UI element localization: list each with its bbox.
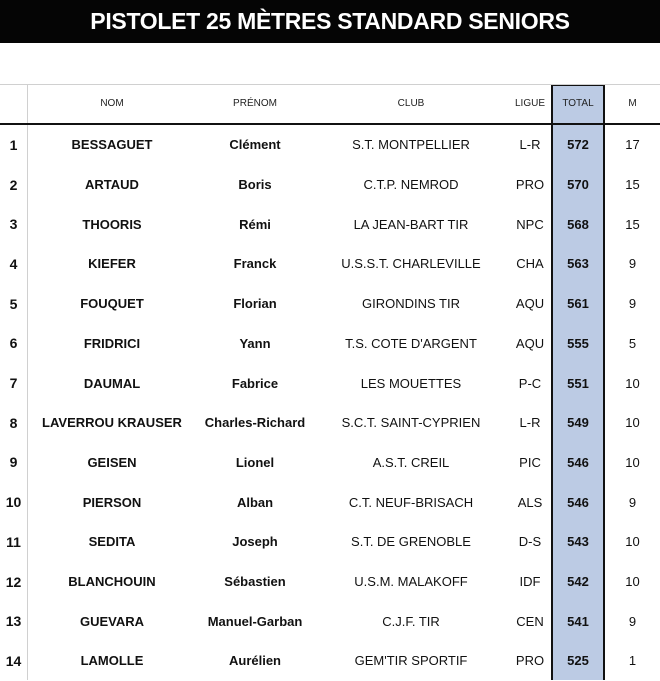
cell-total: 542 (567, 574, 589, 590)
cell-nom: GEISEN (87, 454, 137, 470)
cell-total: 551 (567, 375, 589, 391)
cell-club: T.S. COTE D'ARGENT (345, 335, 477, 351)
header-club: CLUB (397, 98, 425, 110)
cell-nom: FRIDRICI (83, 335, 141, 351)
cell-prenom: Boris (238, 177, 272, 193)
cell-prenom: Rémi (239, 216, 271, 232)
cell-club: C.T. NEUF-BRISACH (348, 494, 474, 510)
cell-total: 570 (567, 177, 589, 193)
cell-rank: 4 (9, 255, 18, 272)
cell-ligue: P-C (518, 375, 542, 391)
cell-ligue: L-R (519, 415, 541, 431)
cell-total: 561 (567, 296, 589, 312)
cell-rank: 2 (9, 176, 18, 193)
cell-rank: 7 (9, 375, 18, 392)
cell-club: C.T.P. NEMROD (363, 177, 459, 193)
cell-rank: 10 (5, 494, 22, 511)
cell-prenom: Charles-Richard (204, 415, 306, 431)
cell-total: 555 (567, 335, 589, 351)
header-ligue: LIGUE (514, 98, 545, 110)
cell-rank: 8 (9, 414, 18, 431)
cell-ligue: ALS (517, 494, 543, 510)
table-row (0, 284, 660, 324)
table-row (0, 562, 660, 602)
cell-total: 563 (567, 256, 589, 272)
cell-prenom: Alban (236, 494, 274, 510)
cell-nom: THOORIS (82, 216, 142, 232)
cell-club: GEM'TIR SPORTIF (354, 653, 468, 669)
cell-nom: KIEFER (88, 256, 136, 272)
cell-m: 10 (625, 375, 640, 391)
cell-nom: DAUMAL (83, 375, 141, 391)
cell-prenom: Manuel-Garban (207, 613, 303, 629)
cell-m: 10 (625, 534, 640, 550)
cell-prenom: Florian (233, 296, 277, 312)
cell-ligue: AQU (515, 335, 545, 351)
page-title: PISTOLET 25 MÈTRES STANDARD SENIORS (90, 8, 570, 34)
header-m: M (628, 98, 637, 110)
cell-m: 17 (625, 137, 640, 153)
cell-m: 9 (628, 296, 637, 312)
cell-total: 572 (567, 137, 589, 153)
cell-ligue: AQU (515, 296, 545, 312)
table-header (0, 84, 660, 124)
cell-prenom: Yann (239, 335, 271, 351)
cell-ligue: D-S (518, 534, 542, 550)
cell-prenom: Joseph (232, 534, 278, 550)
cell-club: S.T. MONTPELLIER (352, 137, 470, 153)
table-row (0, 443, 660, 483)
cell-total: 543 (567, 534, 589, 550)
table-row (0, 244, 660, 284)
cell-total: 525 (567, 653, 589, 669)
table-row (0, 522, 660, 562)
cell-m: 15 (625, 177, 640, 193)
cell-ligue: NPC (516, 216, 544, 232)
cell-prenom: Fabrice (231, 375, 279, 391)
cell-rank: 5 (9, 295, 18, 312)
cell-rank: 6 (9, 335, 18, 352)
cell-club: S.C.T. SAINT-CYPRIEN (341, 415, 481, 431)
cell-m: 9 (628, 494, 637, 510)
cell-prenom: Sébastien (224, 574, 286, 590)
cell-m: 9 (628, 613, 637, 629)
cell-nom: LAVERROU KRAUSER (42, 415, 182, 431)
cell-m: 10 (625, 454, 640, 470)
cell-club: S.T. DE GRENOBLE (351, 534, 471, 550)
cell-m: 5 (628, 335, 637, 351)
cell-m: 10 (625, 415, 640, 431)
cell-nom: PIERSON (82, 494, 142, 510)
cell-total: 568 (567, 216, 589, 232)
table-row (0, 601, 660, 641)
cell-m: 9 (628, 256, 637, 272)
cell-rank: 13 (5, 613, 22, 630)
cell-club: A.S.T. CREIL (372, 454, 450, 470)
cell-m: 15 (625, 216, 640, 232)
cell-rank: 9 (9, 454, 18, 471)
cell-rank: 3 (9, 216, 18, 233)
cell-total: 546 (567, 454, 589, 470)
cell-ligue: PRO (515, 177, 545, 193)
header-prenom: PRÉNOM (233, 98, 277, 110)
cell-total: 541 (567, 613, 589, 629)
table-row (0, 641, 660, 681)
cell-club: C.J.F. TIR (382, 613, 440, 629)
table-row (0, 324, 660, 364)
table-row (0, 125, 660, 165)
cell-prenom: Franck (233, 256, 277, 272)
header-nom: NOM (100, 98, 124, 110)
cell-m: 1 (628, 653, 637, 669)
cell-nom: FOUQUET (80, 296, 144, 312)
header-total: TOTAL (562, 98, 594, 110)
cell-ligue: IDF (519, 574, 541, 590)
table-row (0, 204, 660, 244)
cell-club: U.S.S.T. CHARLEVILLE (341, 256, 481, 272)
table-row (0, 403, 660, 443)
cell-ligue: CEN (516, 613, 544, 629)
cell-m: 10 (625, 574, 640, 590)
cell-ligue: PRO (515, 653, 545, 669)
title-banner (0, 0, 660, 43)
cell-rank: 11 (6, 533, 21, 550)
cell-ligue: CHA (516, 256, 544, 272)
table-row (0, 363, 660, 403)
cell-prenom: Lionel (235, 454, 275, 470)
cell-nom: GUEVARA (79, 613, 145, 629)
cell-nom: SEDITA (88, 534, 136, 550)
cell-total: 546 (567, 494, 589, 510)
cell-total: 549 (567, 415, 589, 431)
cell-club: LES MOUETTES (360, 375, 462, 391)
cell-ligue: PIC (519, 454, 541, 470)
table-row (0, 482, 660, 522)
cell-nom: BESSAGUET (71, 137, 153, 153)
table-row (0, 165, 660, 205)
cell-prenom: Clément (229, 137, 281, 153)
cell-nom: ARTAUD (85, 177, 139, 193)
cell-nom: LAMOLLE (80, 653, 144, 669)
cell-rank: 14 (5, 652, 22, 669)
cell-club: U.S.M. MALAKOFF (354, 574, 468, 590)
cell-club: GIRONDINS TIR (362, 296, 460, 312)
cell-club: LA JEAN-BART TIR (353, 216, 469, 232)
cell-ligue: L-R (519, 137, 541, 153)
cell-rank: 12 (5, 573, 22, 590)
cell-nom: BLANCHOUIN (68, 574, 156, 590)
cell-rank: 1 (9, 136, 18, 153)
cell-prenom: Aurélien (228, 653, 281, 669)
